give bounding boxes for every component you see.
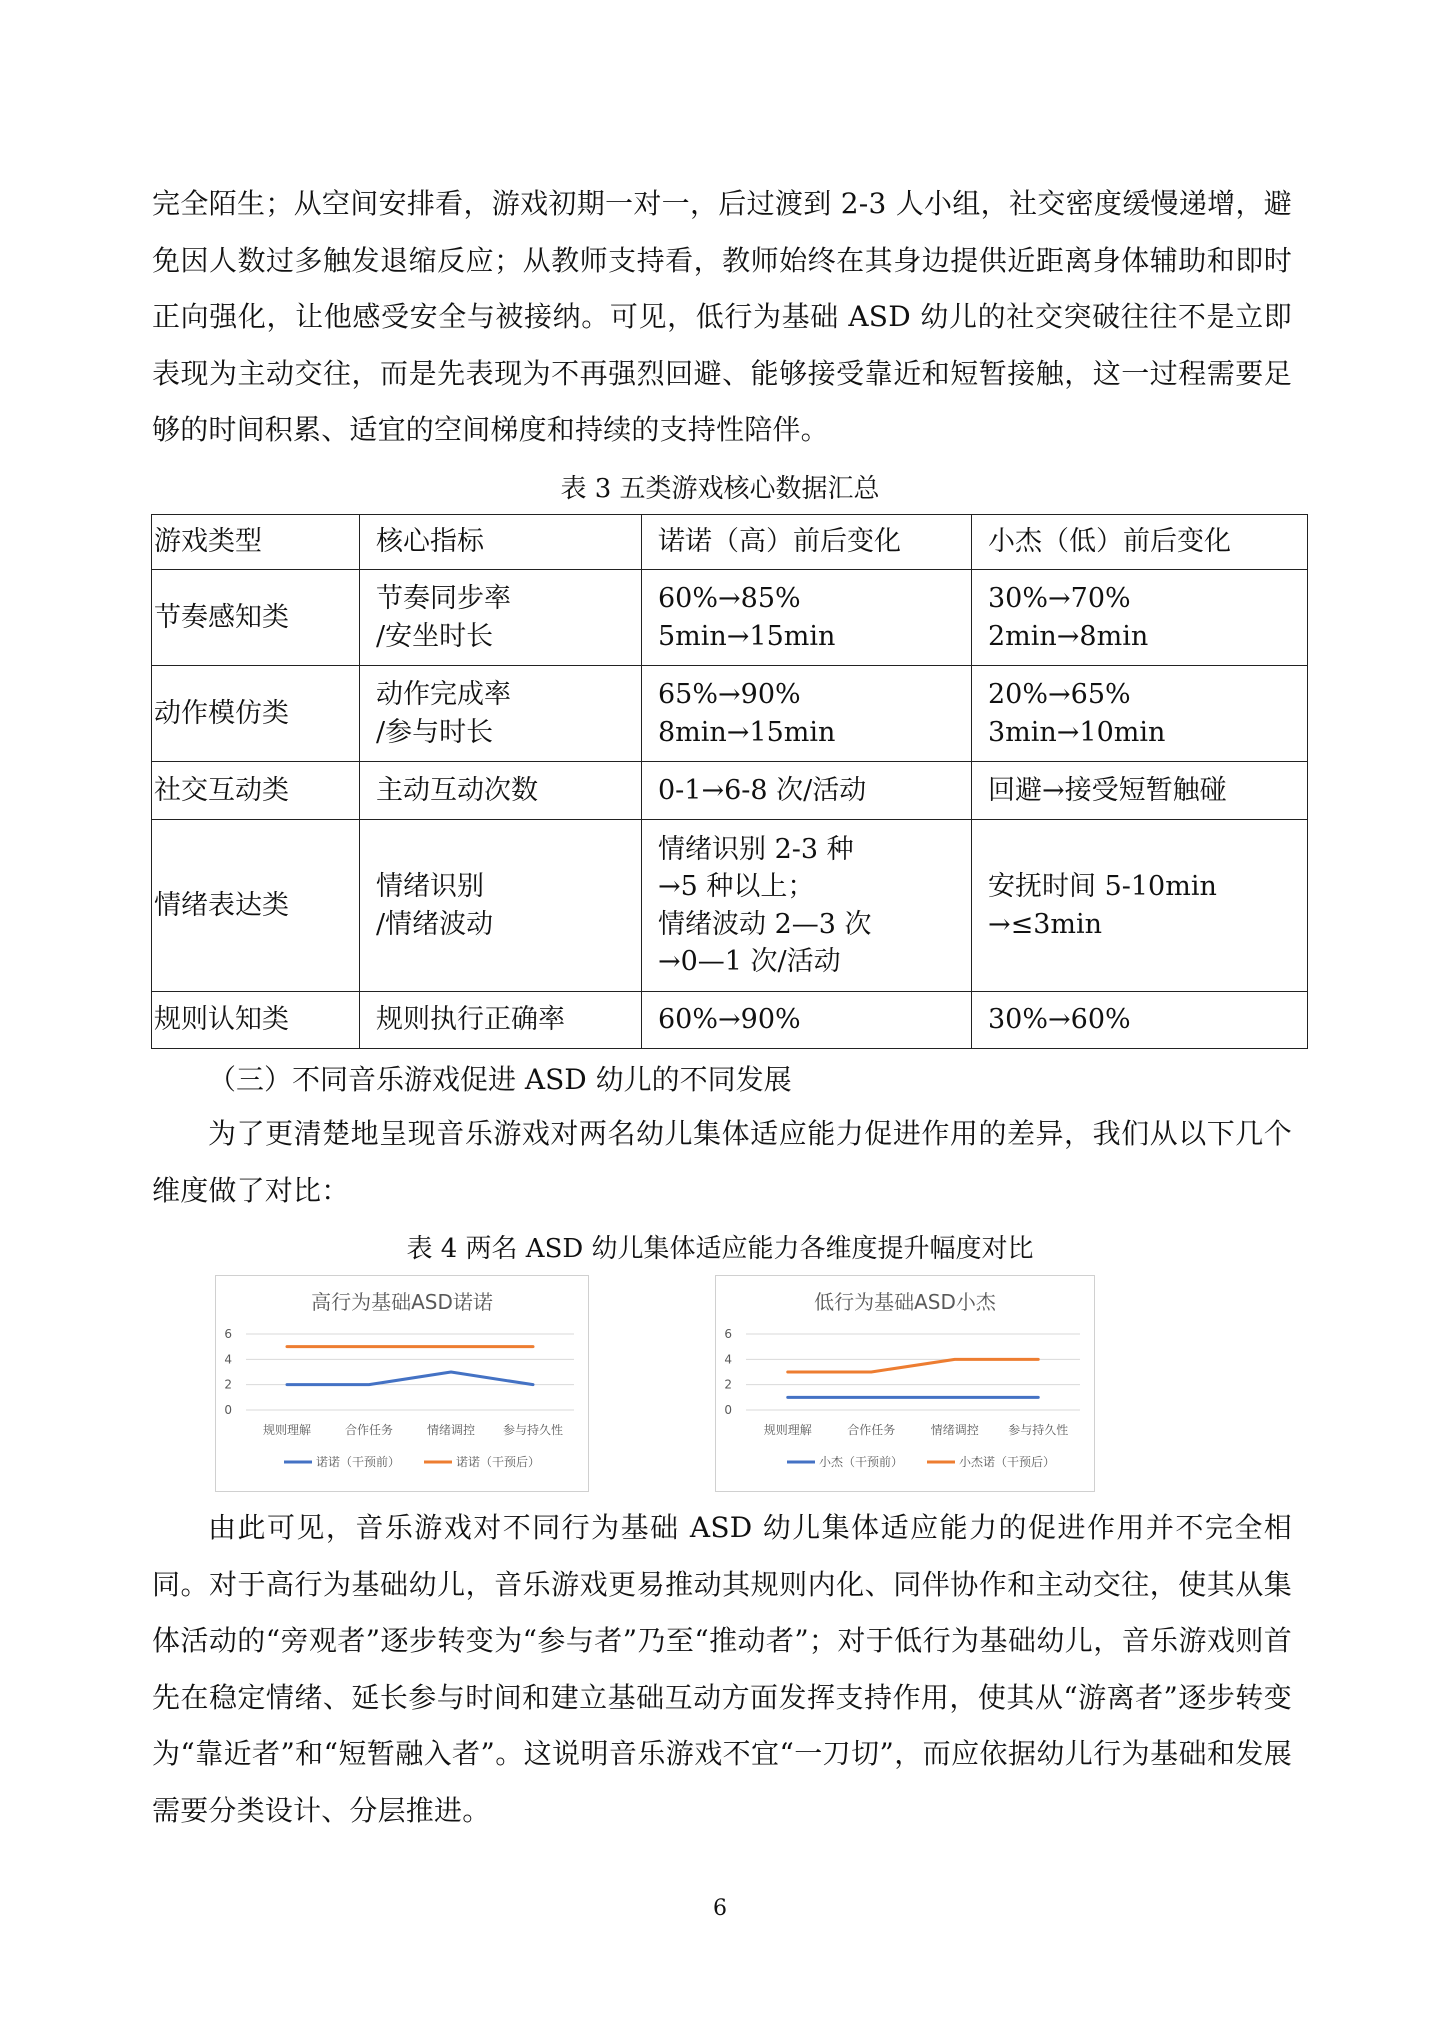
low-change-cell: 回避→接受短暂触碰 [972, 762, 1308, 820]
y-tick-label: 2 [724, 1377, 732, 1392]
legend-label: 诺诺（干预后） [456, 1455, 541, 1469]
legend-label: 诺诺（干预前） [316, 1455, 401, 1469]
header-cell: 小杰（低）前后变化 [972, 515, 1308, 570]
section-heading: （三）不同音乐游戏促进 ASD 幼儿的不同发展 [208, 1063, 792, 1096]
table-row [152, 570, 1308, 666]
chart-high-behavior [215, 1275, 589, 1492]
legend-label: 小杰（干预前） [819, 1455, 904, 1469]
type-cell: 节奏感知类 [152, 570, 360, 666]
table3-caption: 表 3 五类游戏核心数据汇总 [560, 474, 880, 504]
paragraph-mid: 为了更清楚地呈现音乐游戏对两名幼儿集体适应能力促进作用的差异，我们从以下几个维度做了对比： [152, 1117, 1292, 1207]
line-chart [716, 1276, 1094, 1491]
x-tick-label: 参与持久性 [502, 1423, 564, 1437]
low-change-cell: 30%→60% [972, 992, 1308, 1049]
type-cell: 动作模仿类 [152, 666, 360, 762]
x-tick-label: 规则理解 [763, 1423, 812, 1437]
indicator-cell: 情绪识别 /情绪波动 [360, 820, 642, 992]
y-tick-label: 4 [224, 1352, 232, 1367]
x-tick-label: 合作任务 [344, 1423, 394, 1437]
high-change-cell: 65%→90% 8min→15min [642, 666, 972, 762]
low-change-cell: 安抚时间 5-10min →≤3min [972, 820, 1308, 992]
x-tick-label: 参与持久性 [1008, 1423, 1069, 1437]
table-row [152, 666, 1308, 762]
type-cell: 规则认知类 [152, 992, 360, 1049]
table-row [152, 992, 1308, 1049]
table-row [152, 820, 1308, 992]
x-tick-label: 合作任务 [847, 1423, 896, 1437]
low-change-cell: 30%→70% 2min→8min [972, 570, 1308, 666]
series-line [788, 1359, 1039, 1372]
header-cell: 游戏类型 [152, 515, 360, 570]
y-tick-label: 4 [724, 1352, 732, 1367]
chart-title: 高行为基础ASD诺诺 [311, 1290, 493, 1314]
table-header-row [152, 515, 1308, 570]
x-tick-label: 规则理解 [262, 1423, 312, 1437]
y-tick-label: 0 [224, 1403, 232, 1417]
header-cell: 核心指标 [360, 515, 642, 570]
type-cell: 情绪表达类 [152, 820, 360, 992]
high-change-cell: 情绪识别 2-3 种 →5 种以上； 情绪波动 2—3 次 →0—1 次/活动 [642, 820, 972, 992]
high-change-cell: 60%→85% 5min→15min [642, 570, 972, 666]
table3 [151, 514, 1308, 1049]
chart-low-behavior [715, 1275, 1095, 1492]
paragraph-top: 完全陌生；从空间安排看，游戏初期一对一，后过渡到 2-3 人小组，社交密度缓慢递增，避免因人数过多触发退缩反应；从教师支持看，教师始终在其身边提供近距离身体辅助和即时正向强化，让他感受安全与被接纳。可见，低行为基础 ASD 幼儿的社交突破往往不是立即表现为主动交往，而是先表现为不再强烈回避、能够接受靠近和短暂接触，这一过程需要足够的时间积累、适宜的空间梯度和持续的支持性陪伴。 [152, 187, 1292, 446]
header-cell: 诺诺（高）前后变化 [642, 515, 972, 570]
y-tick-label: 6 [724, 1327, 732, 1341]
chart-title: 低行为基础ASD小杰 [814, 1290, 996, 1314]
y-tick-label: 6 [224, 1327, 232, 1341]
indicator-cell: 主动互动次数 [360, 762, 642, 820]
legend-label: 小杰诺（干预后） [959, 1455, 1056, 1469]
high-change-cell: 0-1→6-8 次/活动 [642, 762, 972, 820]
indicator-cell: 动作完成率 /参与时长 [360, 666, 642, 762]
x-tick-label: 情绪调控 [930, 1423, 979, 1437]
line-chart [216, 1276, 588, 1491]
indicator-cell: 节奏同步率 /安坐时长 [360, 570, 642, 666]
low-change-cell: 20%→65% 3min→10min [972, 666, 1308, 762]
x-tick-label: 情绪调控 [426, 1423, 476, 1437]
y-tick-label: 0 [724, 1403, 732, 1417]
page-number: 6 [713, 1896, 727, 1921]
table4-caption: 表 4 两名 ASD 幼儿集体适应能力各维度提升幅度对比 [406, 1234, 1034, 1264]
y-tick-label: 2 [224, 1377, 232, 1392]
indicator-cell: 规则执行正确率 [360, 992, 642, 1049]
paragraph-bottom: 由此可见，音乐游戏对不同行为基础 ASD 幼儿集体适应能力的促进作用并不完全相同。对于高行为基础幼儿，音乐游戏更易推动其规则内化、同伴协作和主动交往，使其从集体活动的“旁观者”逐步转变为“参与者”乃至“推动者”；对于低行为基础幼儿，音乐游戏则首先在稳定情绪、延长参与时间和建立基础互动方面发挥支持作用，使其从“游离者”逐步转变为“靠近者”和“短暂融入者”。这说明音乐游戏不宜“一刀切”，而应依据幼儿行为基础和发展需要分类设计、分层推进。 [152, 1511, 1292, 1827]
series-line [287, 1372, 533, 1385]
high-change-cell: 60%→90% [642, 992, 972, 1049]
table-row [152, 762, 1308, 820]
type-cell: 社交互动类 [152, 762, 360, 820]
